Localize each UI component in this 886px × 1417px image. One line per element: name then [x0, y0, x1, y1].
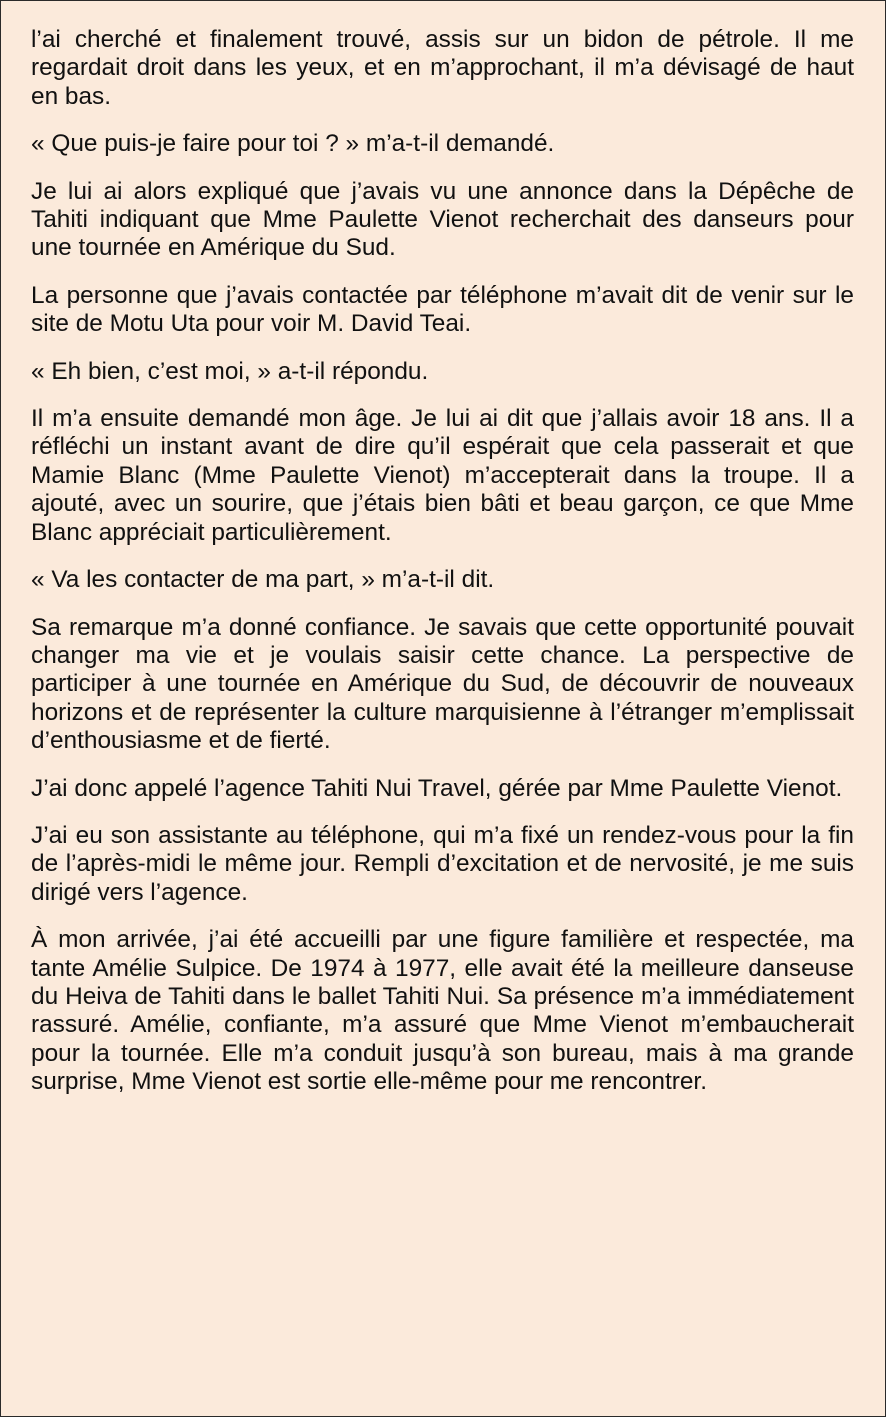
paragraph-11: À mon arrivée, j’ai été accueilli par une figure familière et respectée, ma tante Amélie Sulpice. De 1974 à 1977, elle avait été la meilleure danseuse du Heiva de Tahiti dans le ballet Tahiti Nui. Sa présence m’a immédiatement rassuré. Amélie, confiante, m’a assuré que Mme Vienot m’embaucherait pour la tournée. Elle m’a conduit jusqu’à son bureau, mais à ma grande surprise, Mme Vienot est sortie elle-même pour me rencontrer. — [31, 926, 854, 1096]
paragraph-5: « Eh bien, c’est moi, » a-t-il répondu. — [31, 357, 429, 385]
paragraph-4: La personne que j’avais contactée par téléphone m’avait dit de venir sur le site de Motu Uta pour voir M. David Teai. — [31, 281, 854, 338]
paragraph-6: Il m’a ensuite demandé mon âge. Je lui ai dit que j’allais avoir 18 ans. Il a réfléchi un instant avant de dire qu’il espérait que cela passerait et que Mamie Blanc (Mme Paulette Vienot) m’accepterait dans la troupe. Il a ajouté, avec un sourire, que j’étais bien bâti et beau garçon, ce que Mme Blanc appréciait particulièrement. — [31, 405, 854, 546]
paragraph-3: Je lui ai alors expliqué que j’avais vu une annonce dans la Dépêche de Tahiti indiquant que Mme Paulette Vienot recherchait des danseurs pour une tournée en Amérique du Sud. — [31, 177, 854, 262]
paragraph-7: « Va les contacter de ma part, » m’a-t-il dit. — [31, 566, 495, 594]
paragraph-1: l’ai cherché et finalement trouvé, assis sur un bidon de pétrole. Il me regardait droit dans les yeux, et en m’approchant, il m’a dévisagé de haut en bas. — [31, 26, 854, 110]
paragraph-8: Sa remarque m’a donné confiance. Je savais que cette opportunité pouvait changer ma vie et je voulais saisir cette chance. La perspective de participer à une tournée en Amérique du Sud, de découvrir de nouveaux horizons et de représenter la culture marquisienne à l’étranger m’emplissait d’enthousiasme et de fierté. — [31, 613, 854, 755]
paragraph-9: J’ai donc appelé l’agence Tahiti Nui Travel, gérée par Mme Paulette Vienot. — [31, 774, 843, 802]
paragraph-2: « Que puis-je faire pour toi ? » m’a-t-il demandé. — [31, 130, 555, 158]
paragraph-10: J’ai eu son assistante au téléphone, qui m’a fixé un rendez-vous pour la fin de l’après-midi le même jour. Rempli d’excitation et de nervosité, je me suis dirigé vers l’agence. — [31, 821, 854, 906]
